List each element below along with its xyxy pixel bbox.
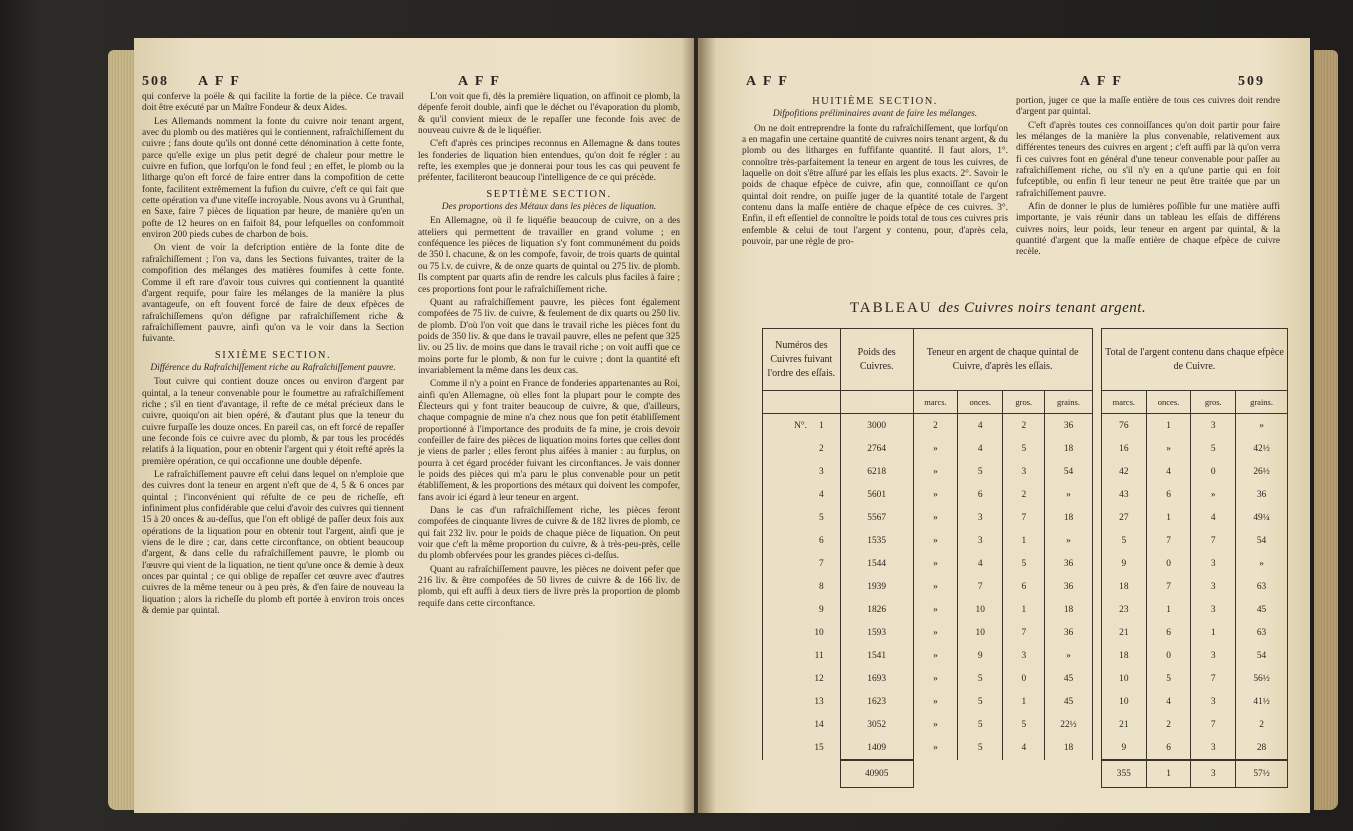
table-row — [763, 437, 1288, 460]
total-argent-grains: 57½ — [1236, 760, 1288, 788]
table-title-main: TABLEAU — [849, 300, 933, 316]
argent-cell: 42½ — [1236, 437, 1288, 460]
total-argent-onces: 1 — [1146, 760, 1191, 788]
teneur-cell: 2 — [913, 414, 958, 438]
teneur-cell: 3 — [1003, 644, 1045, 667]
row-number — [763, 552, 841, 575]
row-number — [763, 575, 841, 598]
teneur-cell: 1 — [1003, 598, 1045, 621]
argent-cell: 63 — [1236, 575, 1288, 598]
argent-cell: 63 — [1236, 621, 1288, 644]
header-teneur: Teneur en argent de chaque quintal de Cuivre, d'après les eſſais. — [913, 329, 1092, 391]
teneur-cell: 4 — [958, 437, 1003, 460]
argent-cell: 1 — [1146, 598, 1191, 621]
teneur-cell: » — [913, 621, 958, 644]
table-title-rest: des Cuivres noirs tenant argent. — [938, 300, 1147, 316]
teneur-cell: » — [913, 437, 958, 460]
argent-cell: 3 — [1191, 644, 1236, 667]
table-row — [763, 598, 1288, 621]
column-gap — [1092, 760, 1101, 788]
table-row — [763, 690, 1288, 713]
unit-label: onces. — [958, 391, 1003, 414]
running-head-right-col2: A F F — [1080, 74, 1123, 89]
poids-cell: 1693 — [840, 667, 913, 690]
teneur-cell: » — [1045, 483, 1092, 506]
poids-cell: 2764 — [840, 437, 913, 460]
column-gap — [1092, 690, 1101, 713]
teneur-cell: 4 — [1003, 736, 1045, 760]
running-head-left: A F F — [198, 74, 241, 89]
page-edges-right — [1314, 50, 1338, 810]
teneur-cell: 5 — [958, 690, 1003, 713]
column-gap — [1092, 506, 1101, 529]
row-number — [763, 529, 841, 552]
section-title: SIXIÈME SECTION. — [214, 349, 332, 361]
row-number-value: 1 — [819, 420, 824, 431]
argent-cell: 7 — [1191, 713, 1236, 736]
section-subtitle: Difpofitions préliminaires avant de faire les mélanges. — [772, 109, 978, 120]
row-number-value: 14 — [814, 719, 824, 730]
argent-cell: 9 — [1101, 552, 1146, 575]
argent-cell: 45 — [1236, 598, 1288, 621]
number-prefix: N°. — [794, 420, 807, 431]
teneur-cell: 3 — [958, 506, 1003, 529]
argent-cell: 2 — [1236, 713, 1288, 736]
teneur-cell: 3 — [958, 529, 1003, 552]
argent-cell: 2 — [1146, 713, 1191, 736]
argent-cell: 1 — [1146, 414, 1191, 438]
table-row — [763, 529, 1288, 552]
argent-cell: 23 — [1101, 598, 1146, 621]
argent-cell: 54 — [1236, 644, 1288, 667]
paragraph: Le rafraîchiſſement pauvre eft celui dans lequel on n'emploie que des cuivres dont la teneur en argent n'eft que de 4, 5 & 6 onces par quintal ; l'inconvénient qui réfulte de ce peu de richeſſe, eft infiniment plus confidérable que celui d'avoir des cuivres qui tiennent 15 à 20 onces & au-deſſus, que l'on eft obligé de paſſer deux fois aux opérations de la liquation pour en obtenir tout l'argent, ainfi que je viens de le dire ; car, dans cette circonftance, on obtient beaucoup d'argent, & dans celle du rafraîchiſſement pauvre, le plomb ou l'œuvre qui vient de la liquation, ne tient qu'une once & demie à deux onces par quintal ; ce qui oblige de repaſſer cet œuvre avec d'autres cuivres de la même teneur ou à peu près, & d'en faire de nouveau la liquation ; alors la richeſſe du plomb eft portée à environ trois onces & demie par quintal. — [142, 470, 404, 617]
teneur-cell: 5 — [958, 460, 1003, 483]
argent-cell: 3 — [1191, 414, 1236, 438]
column-gap — [1092, 391, 1101, 414]
paragraph: Quant au rafraîchiſſement pauvre, les pièces font également compofées de 75 liv. de cuivre, & feulement de dix quarts ou 250 liv. de plomb. D'où l'on voit que dans le travail riche les pièces font du poids de 350 liv. & que dans le travail pauvre, elles ne pefent que 325 liv. ou 25 liv. de moins que dans le travail riche ; on voit auffi que ce moins porte fur le plomb, & non fur le cuivre ; dont la quantité eft invariablement la même dans les deux cas. — [418, 297, 680, 376]
poids-cell: 1593 — [840, 621, 913, 644]
column-gap — [1092, 552, 1101, 575]
teneur-cell: » — [1045, 529, 1092, 552]
argent-cell: 26½ — [1236, 460, 1288, 483]
total-argent-marcs: 355 — [1101, 760, 1146, 788]
teneur-cell: » — [913, 529, 958, 552]
argent-cell: 36 — [1236, 483, 1288, 506]
row-number-value: 15 — [814, 743, 824, 753]
teneur-cell: » — [913, 713, 958, 736]
paragraph: Quant au rafraîchiſſement pauvre, les pièces ne doivent pefer que 216 liv. & être compofées de 50 livres de cuivre & de 166 liv. de plomb, qui eft auffi à deux tiers de livre près la proportion de plomb requife dans cette circonftance. — [418, 564, 680, 609]
unit-label: onces. — [1146, 391, 1191, 414]
left-page — [134, 38, 694, 813]
argent-cell: 41½ — [1236, 690, 1288, 713]
paragraph: Tout cuivre qui contient douze onces ou environ d'argent par quintal, a la teneur convenable pour le foumettre au rafraîchiſſement riche ; s'il en tient d'avantage, il refte de ce métal précieux dans le cuivre, quoiqu'on ait bien opéré, & d'autant plus que la teneur du cuivre furpaſſe les douze onces. En pareil cas, on eft forcé de repaſſer une feconde fois ce cuivre avec du plomb, & par tous les procédés relatifs à la liquation, pour en obtenir l'argent qui y étoit refté après la première opération, ce qui occafionne une double dépenfe. — [142, 377, 404, 467]
argent-cell: 7 — [1146, 575, 1191, 598]
column-gap — [1092, 575, 1101, 598]
running-head-left-col2: A F F — [458, 74, 501, 89]
teneur-cell: 6 — [958, 483, 1003, 506]
paragraph: L'on voit que fi, dès la première liquation, on affinoit ce plomb, la dépenfe feroit double, ainfi que le déchet ou l'évaporation du plomb, & qu'il convient mieux de le repaſſer une feconde fois avec de nouveau cuivre & de le liquéfier. — [418, 92, 680, 137]
teneur-cell: 5 — [958, 713, 1003, 736]
row-number-value: 2 — [819, 443, 824, 454]
column-gap — [1092, 713, 1101, 736]
argent-cell: 6 — [1146, 483, 1191, 506]
teneur-cell: 18 — [1045, 598, 1092, 621]
row-number-value: 9 — [819, 604, 824, 615]
argent-cell: 21 — [1101, 713, 1146, 736]
paragraph: qui conferve la poële & qui facilite la fortie de la pièce. Ce travail doit être exécuté par un Maître Fondeur & deux Aides. — [142, 92, 404, 114]
teneur-cell: 9 — [958, 644, 1003, 667]
table-row — [763, 667, 1288, 690]
argent-cell: » — [1236, 552, 1288, 575]
table-row — [763, 736, 1288, 760]
column-gap — [1092, 460, 1101, 483]
teneur-cell: 36 — [1045, 575, 1092, 598]
section-subtitle: Différence du Rafraîchiſſement riche au Rafraîchiſſement pauvre. — [150, 362, 396, 373]
row-number-value: 13 — [814, 696, 824, 707]
row-number-value: 5 — [819, 512, 824, 523]
header-total: Total de l'argent contenu dans chaque efpèce de Cuivre. — [1101, 329, 1287, 391]
right-column-1 — [742, 96, 1008, 250]
table-row — [763, 644, 1288, 667]
row-number — [763, 690, 841, 713]
argent-cell: 43 — [1101, 483, 1146, 506]
teneur-cell: » — [913, 736, 958, 760]
argent-cell: 18 — [1101, 644, 1146, 667]
unit-label: gros. — [1191, 391, 1236, 414]
teneur-cell: 4 — [958, 552, 1003, 575]
unit-label: marcs. — [1101, 391, 1146, 414]
paragraph: On vient de voir la defcription entière de la fonte dite de rafraîchiſſement ; l'on va, dans les Sections fuivantes, traiter de la compofition des mélanges des matières foumifes à cette fonte. Comme il eft rare d'avoir tous cuivres qui contiennent la quantité d'argent requife, pour faire les mélanges de la manière la plus avantageufe, on eft fouvent forcé de faire de deux efpèces de rafraîchiſſemens qu'on défigne par rafraîchiſſement riche & rafraîchiſſement pauvre, ainfi qu'on va le voir dans la Section fuivante. — [142, 243, 404, 345]
paragraph: On ne doit entreprendre la fonte du rafraîchiſſement, que lorfqu'on a en magafin une certaine quantité de cuivres noirs tenant argent, & du plomb ou des litharges en fuffifante quantité. Il faut alors, 1°. connoître très-parfaitement la teneur en argent de tous les cuivres, de laquelle on doit s'être aſſuré par les eſſais les plus exacts. 2°. Savoir le poids de chaque efpèce de cuivre, afin que, connoiſſant ce qu'on quintal doit rendre, on puiſſe juger de la quantité totale de l'argent contenu dans la maſſe entière de chaque efpèce de ces cuivres. 3°. Enfin, il eft eſſentiel de connoître le poids total de tous ces cuivres pris enfemble & celui de tout l'argent y contenu, pour, d'après cela, pouvoir, par une règle de pro- — [742, 123, 1008, 248]
poids-cell: 1409 — [840, 736, 913, 760]
teneur-cell: » — [913, 552, 958, 575]
teneur-cell: » — [913, 598, 958, 621]
unit-label: marcs. — [913, 391, 958, 414]
argent-cell: 5 — [1146, 667, 1191, 690]
teneur-cell: 45 — [1045, 690, 1092, 713]
argent-cell: 1 — [1146, 506, 1191, 529]
table-row — [763, 713, 1288, 736]
unit-label: grains. — [1045, 391, 1092, 414]
argent-cell: 0 — [1146, 552, 1191, 575]
argent-cell: 49¼ — [1236, 506, 1288, 529]
column-gap — [1092, 736, 1101, 760]
page-number-left: 508 — [142, 74, 169, 89]
teneur-cell: » — [913, 667, 958, 690]
teneur-cell: 5 — [1003, 713, 1045, 736]
column-gap — [1092, 483, 1101, 506]
teneur-cell: » — [913, 690, 958, 713]
units-blank — [840, 391, 913, 414]
row-number — [763, 437, 841, 460]
argent-cell: 7 — [1191, 529, 1236, 552]
teneur-cell: » — [913, 460, 958, 483]
row-number-value: 4 — [819, 489, 824, 500]
argent-cell: 4 — [1191, 506, 1236, 529]
teneur-cell: 18 — [1045, 736, 1092, 760]
column-gap — [1092, 529, 1101, 552]
row-number-value: 7 — [819, 558, 824, 569]
paragraph: portion, juger ce que la maſſe entière de tous ces cuivres doit rendre d'argent par quintal. — [1016, 96, 1280, 118]
teneur-cell: 18 — [1045, 437, 1092, 460]
argent-cell: 27 — [1101, 506, 1146, 529]
right-column-2 — [1016, 96, 1280, 261]
column-gap — [1092, 621, 1101, 644]
teneur-cell: 4 — [958, 414, 1003, 438]
column-gap — [1092, 414, 1101, 438]
argent-cell: 54 — [1236, 529, 1288, 552]
row-number-value: 8 — [819, 581, 824, 592]
teneur-cell: » — [913, 575, 958, 598]
argent-cell: 18 — [1101, 575, 1146, 598]
teneur-cell: » — [913, 644, 958, 667]
table-row — [763, 483, 1288, 506]
teneur-cell: 3 — [1003, 460, 1045, 483]
argent-cell: 76 — [1101, 414, 1146, 438]
teneur-cell: 18 — [1045, 506, 1092, 529]
table-body — [763, 414, 1288, 761]
total-blank — [913, 760, 1092, 788]
paragraph: C'eft d'après toutes ces connoiſſances qu'on doit partir pour faire les mélanges de la manière la plus convenable, relativement aux différentes teneurs des cuivres en argent ; c'eft auffi par là qu'on verra fi ces cuivres font en général d'une teneur convenable pour paſſer au rafraîchiſſement riche, ou s'il n'y en a qu'une partie qui en foit fufceptible, ou enfin fi leur teneur ne peut être traitée que par un rafraîchiſſement pauvre. — [1016, 120, 1280, 199]
open-book — [108, 20, 1338, 820]
teneur-cell: 5 — [1003, 552, 1045, 575]
section-title: HUITIÈME SECTION. — [812, 96, 938, 107]
argent-cell: 42 — [1101, 460, 1146, 483]
left-column-2 — [418, 92, 680, 612]
table-row — [763, 552, 1288, 575]
teneur-cell: 2 — [1003, 414, 1045, 438]
section-subtitle: Des proportions des Métaux dans les pièces de liquation. — [441, 202, 657, 213]
section-title: SEPTIÈME SECTION. — [486, 188, 612, 200]
poids-cell: 1623 — [840, 690, 913, 713]
paragraph: Comme il n'y a point en France de fonderies appartenantes au Roi, ainfi qu'en Allemagne, où elles font la plupart pour le compte des Électeurs qui y font traiter beaucoup de cuivre, & que, d'ailleurs, chaque compagnie de mine n'a chez nous que fon petit établiſſement proportionné à l'importance des produits de fa mine, je crois devoir confeiller de faire des pièces de liquation moins fortes que celles dont je viens de parler ; elles feront plus aifées à manier : au furplus, on pourra à cet égard procéder fuivant les circonftances. Je vais donner le poids des pièces qui m'a paru le plus convenable pour un petit établiſſement, & les proportions des métaux qui doivent les compofer, fans avoir ici égard à leur teneur en argent. — [418, 379, 680, 503]
row-number-value: 6 — [819, 535, 824, 546]
table-row — [763, 621, 1288, 644]
column-gap — [1092, 329, 1101, 391]
teneur-cell: 10 — [958, 598, 1003, 621]
argent-cell: » — [1191, 483, 1236, 506]
paragraph: Dans le cas d'un rafraîchiſſement riche, les pièces feront compofées de cinquante livres de cuivre & de 182 livres de plomb, ce qui fait 232 liv. pour le poids de chaque pièce de liquation. On peut voir que c'eft la même proportion du cuivre, & à très-peu-près, celle du plomb obfervées pour les grandes pièces ci-deſſus. — [418, 506, 680, 562]
paragraph: Afin de donner le plus de lumières poſſible fur une matière auffi importante, je vais réunir dans un tableau les eſſais de différens cuivres noirs, leur poids, leur teneur en argent par quintal, & la quantité d'argent que la maſſe entière de chaque efpèce de cuivre recèle. — [1016, 202, 1280, 258]
row-number-value: 12 — [814, 673, 824, 684]
row-number — [763, 483, 841, 506]
argent-cell: 5 — [1191, 437, 1236, 460]
row-number-value: 3 — [819, 466, 824, 477]
table-row — [763, 506, 1288, 529]
totals-row — [763, 760, 1288, 788]
argent-cell: 3 — [1191, 736, 1236, 760]
left-column-1 — [142, 92, 404, 619]
unit-label: grains. — [1236, 391, 1288, 414]
teneur-cell: 1 — [1003, 529, 1045, 552]
teneur-cell: 22½ — [1045, 713, 1092, 736]
teneur-cell: 7 — [958, 575, 1003, 598]
teneur-cell: 7 — [1003, 506, 1045, 529]
total-argent-gros: 3 — [1191, 760, 1236, 788]
argent-cell: 7 — [1146, 529, 1191, 552]
table-row — [763, 414, 1288, 438]
row-number-value: 10 — [814, 627, 824, 638]
teneur-cell: 5 — [958, 667, 1003, 690]
argent-cell: 0 — [1191, 460, 1236, 483]
row-number — [763, 414, 841, 438]
argent-cell: 28 — [1236, 736, 1288, 760]
poids-cell: 5601 — [840, 483, 913, 506]
row-number — [763, 460, 841, 483]
teneur-cell: 36 — [1045, 414, 1092, 438]
argent-cell: 1 — [1191, 621, 1236, 644]
argent-cell: 6 — [1146, 621, 1191, 644]
row-number — [763, 713, 841, 736]
teneur-cell: 36 — [1045, 621, 1092, 644]
row-number — [763, 667, 841, 690]
total-label-cell — [763, 760, 841, 788]
unit-label: gros. — [1003, 391, 1045, 414]
poids-cell: 3000 — [840, 414, 913, 438]
argent-cell: 10 — [1101, 667, 1146, 690]
units-blank — [763, 391, 841, 414]
argent-cell: 9 — [1101, 736, 1146, 760]
paragraph: C'eft d'après ces principes reconnus en Allemagne & dans toutes les fonderies de liquation bien entendues, qu'on doit fe régler : au refte, les exemples que je donnerai pour tous les cas qui peuvent fe préfenter, faciliteront beaucoup l'intelligence de ce qui précède. — [418, 139, 680, 184]
argent-cell: » — [1236, 414, 1288, 438]
page-number-right: 509 — [1238, 74, 1265, 89]
row-number — [763, 621, 841, 644]
argent-cell: 3 — [1191, 575, 1236, 598]
argent-cell: 3 — [1191, 552, 1236, 575]
teneur-cell: 0 — [1003, 667, 1045, 690]
teneur-cell: 36 — [1045, 552, 1092, 575]
units-row — [763, 391, 1288, 414]
poids-cell: 1535 — [840, 529, 913, 552]
column-gap — [1092, 667, 1101, 690]
teneur-cell: » — [913, 506, 958, 529]
argent-cell: 5 — [1101, 529, 1146, 552]
silver-table — [762, 328, 1288, 788]
argent-cell: 7 — [1191, 667, 1236, 690]
teneur-cell: 5 — [1003, 437, 1045, 460]
argent-cell: 4 — [1146, 460, 1191, 483]
teneur-cell: 2 — [1003, 483, 1045, 506]
poids-cell: 6218 — [840, 460, 913, 483]
column-gap — [1092, 644, 1101, 667]
argent-cell: 21 — [1101, 621, 1146, 644]
argent-cell: 3 — [1191, 690, 1236, 713]
header-numeros: Numéros des Cuivres fuivant l'ordre des eſſais. — [763, 329, 841, 391]
teneur-cell: 54 — [1045, 460, 1092, 483]
row-number — [763, 736, 841, 760]
teneur-cell: 6 — [1003, 575, 1045, 598]
teneur-cell: » — [1045, 644, 1092, 667]
row-number — [763, 506, 841, 529]
argent-cell: 56½ — [1236, 667, 1288, 690]
poids-cell: 3052 — [840, 713, 913, 736]
header-poids: Poids des Cuivres. — [840, 329, 913, 391]
argent-cell: 0 — [1146, 644, 1191, 667]
total-poids: 40905 — [840, 760, 913, 788]
poids-cell: 1544 — [840, 552, 913, 575]
poids-cell: 5567 — [840, 506, 913, 529]
poids-cell: 1541 — [840, 644, 913, 667]
argent-cell: 10 — [1101, 690, 1146, 713]
paragraph: Les Allemands nomment la fonte du cuivre noir tenant argent, avec du plomb ou des matières qui le contiennent, rafraîchiſſement du cuivre ; fans doute qu'ils ont donné cette dénomination à cette fonte, parce qu'elle exige un plus petit degré de chaleur pour mettre le cuivre en fufion, que lorfqu'on le fond feul ; en effet, le plomb ou la litharge qu'on eft forcé de faire entrer dans la compofition de cette fonte, facilitent extrêmement la fufion du cuivre, c'eft ce qui fait que cette opération va d'une viteſſe incroyable. Nous avons vu à Grunthal, en Saxe, faire 7 pièces de liquation par heure, de manière qu'en un pofte de 12 heures on en faifoit 84, pour lefquelles on confommoit environ 200 pieds cubes de charbon de bois. — [142, 116, 404, 241]
paragraph: En Allemagne, où il fe liquéfie beaucoup de cuivre, on a des atteliers qui permettent de travailler en grand volume ; en conféquence les pièces de liquation s'y font communément du poids de 350 l. chacune, & on les compofe, favoir, de trois quarts de quintal ou 75 l.v. de cuivre, & de onze quarts de quintal ou 275 liv. de plomb. Ils comptent par quarts afin de rendre les calculs plus faciles à faire ; ces proportions font pour le rafraîchiſſement riche. — [418, 216, 680, 295]
table-row — [763, 575, 1288, 598]
column-gap — [1092, 437, 1101, 460]
argent-cell: 6 — [1146, 736, 1191, 760]
column-gap — [1092, 598, 1101, 621]
poids-cell: 1826 — [840, 598, 913, 621]
teneur-cell: 1 — [1003, 690, 1045, 713]
table-title — [798, 300, 1198, 317]
teneur-cell: 7 — [1003, 621, 1045, 644]
argent-cell: 16 — [1101, 437, 1146, 460]
row-number — [763, 644, 841, 667]
argent-cell: 4 — [1146, 690, 1191, 713]
teneur-cell: 45 — [1045, 667, 1092, 690]
row-number — [763, 598, 841, 621]
running-head-right: A F F — [746, 74, 789, 89]
row-number-value: 11 — [814, 650, 824, 661]
right-page — [698, 38, 1310, 813]
argent-cell: » — [1146, 437, 1191, 460]
table-row — [763, 460, 1288, 483]
poids-cell: 1939 — [840, 575, 913, 598]
teneur-cell: » — [913, 483, 958, 506]
argent-cell: 3 — [1191, 598, 1236, 621]
teneur-cell: 5 — [958, 736, 1003, 760]
teneur-cell: 10 — [958, 621, 1003, 644]
